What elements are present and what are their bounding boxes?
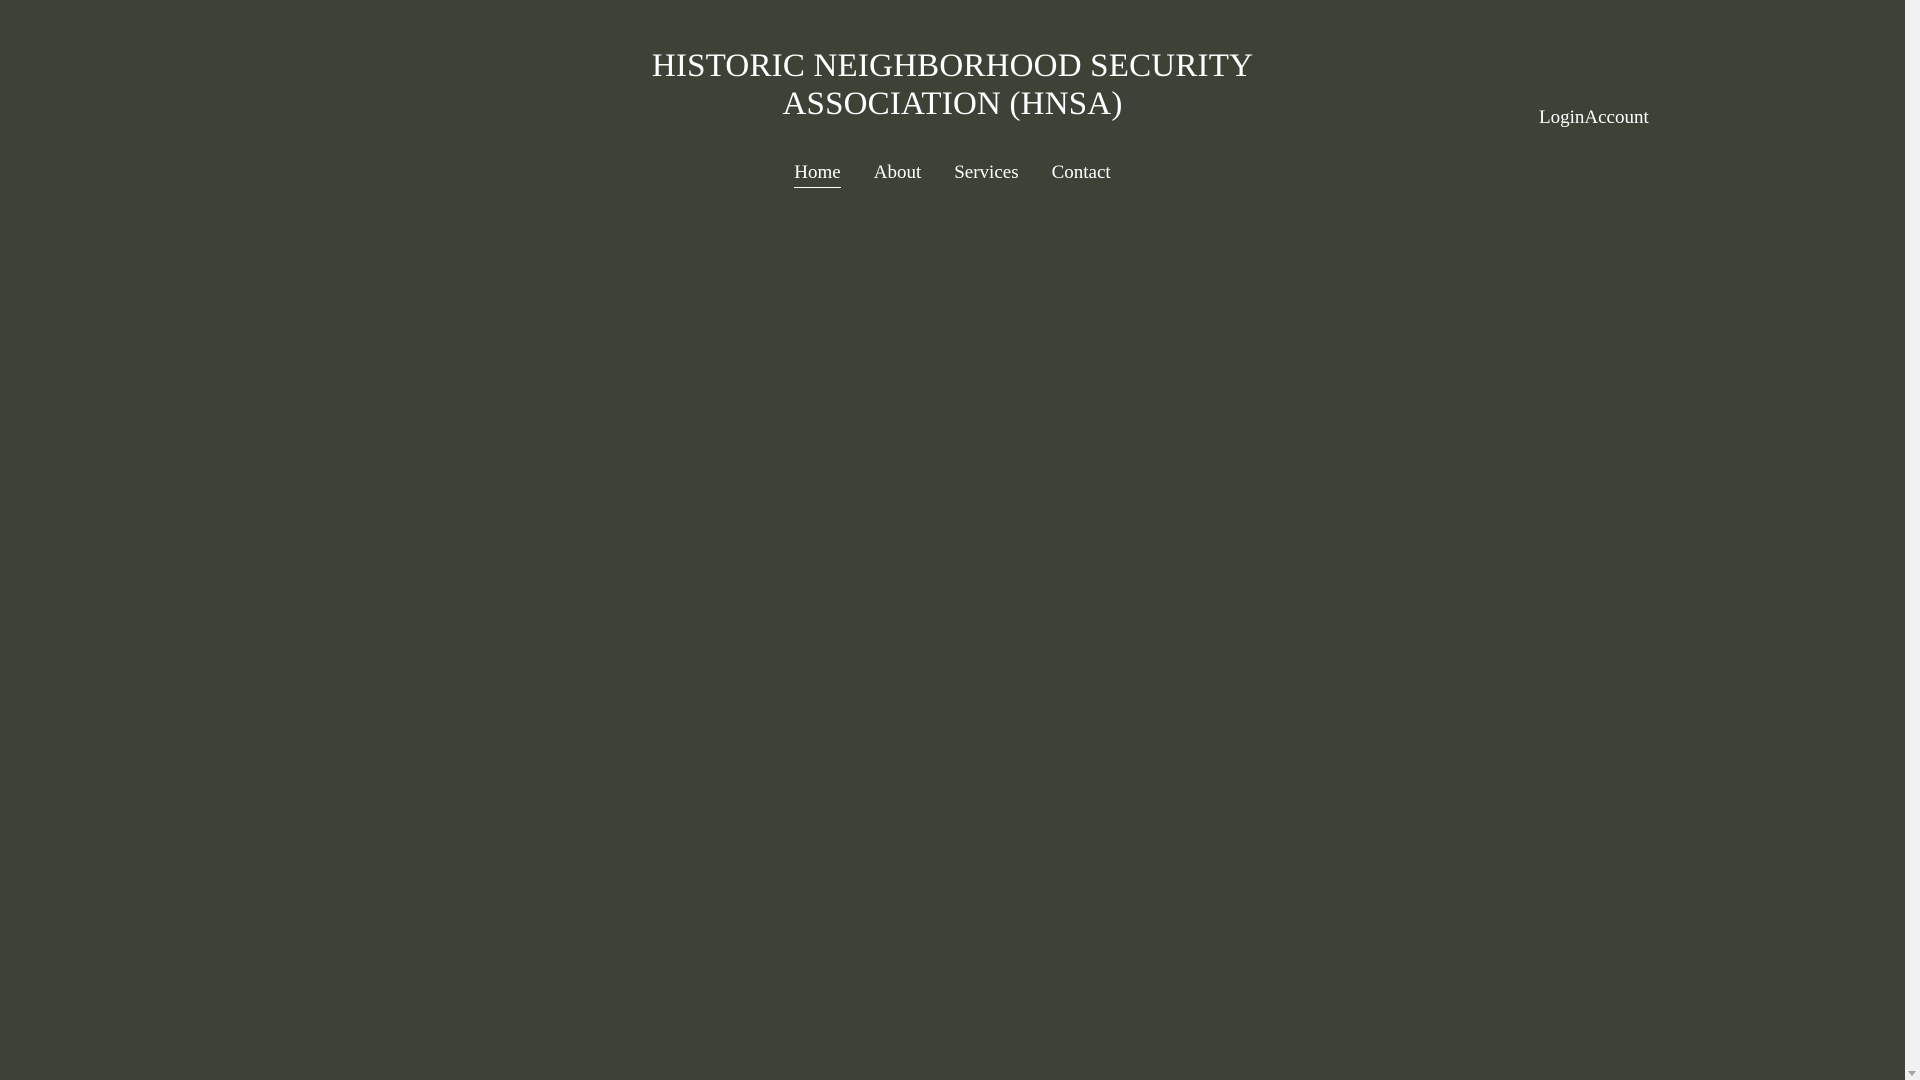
nav-item-home[interactable]: Home (794, 160, 840, 188)
nav-item-contact[interactable]: Contact (1051, 162, 1111, 183)
main-nav (0, 160, 1905, 188)
account-links (1539, 106, 1649, 130)
chevron-down-icon[interactable] (1908, 1071, 1916, 1076)
vertical-scrollbar[interactable] (1905, 0, 1920, 1080)
account-link[interactable]: Account (1584, 107, 1649, 128)
site-title-line-1[interactable]: HISTORIC NEIGHBORHOOD SECURITY (651, 48, 1254, 84)
nav-item-services[interactable]: Services (954, 162, 1019, 183)
nav-item-about[interactable]: About (873, 162, 922, 183)
login-link[interactable]: Login (1539, 107, 1585, 128)
site-title-line-2[interactable]: ASSOCIATION (HNSA) (782, 86, 1123, 122)
